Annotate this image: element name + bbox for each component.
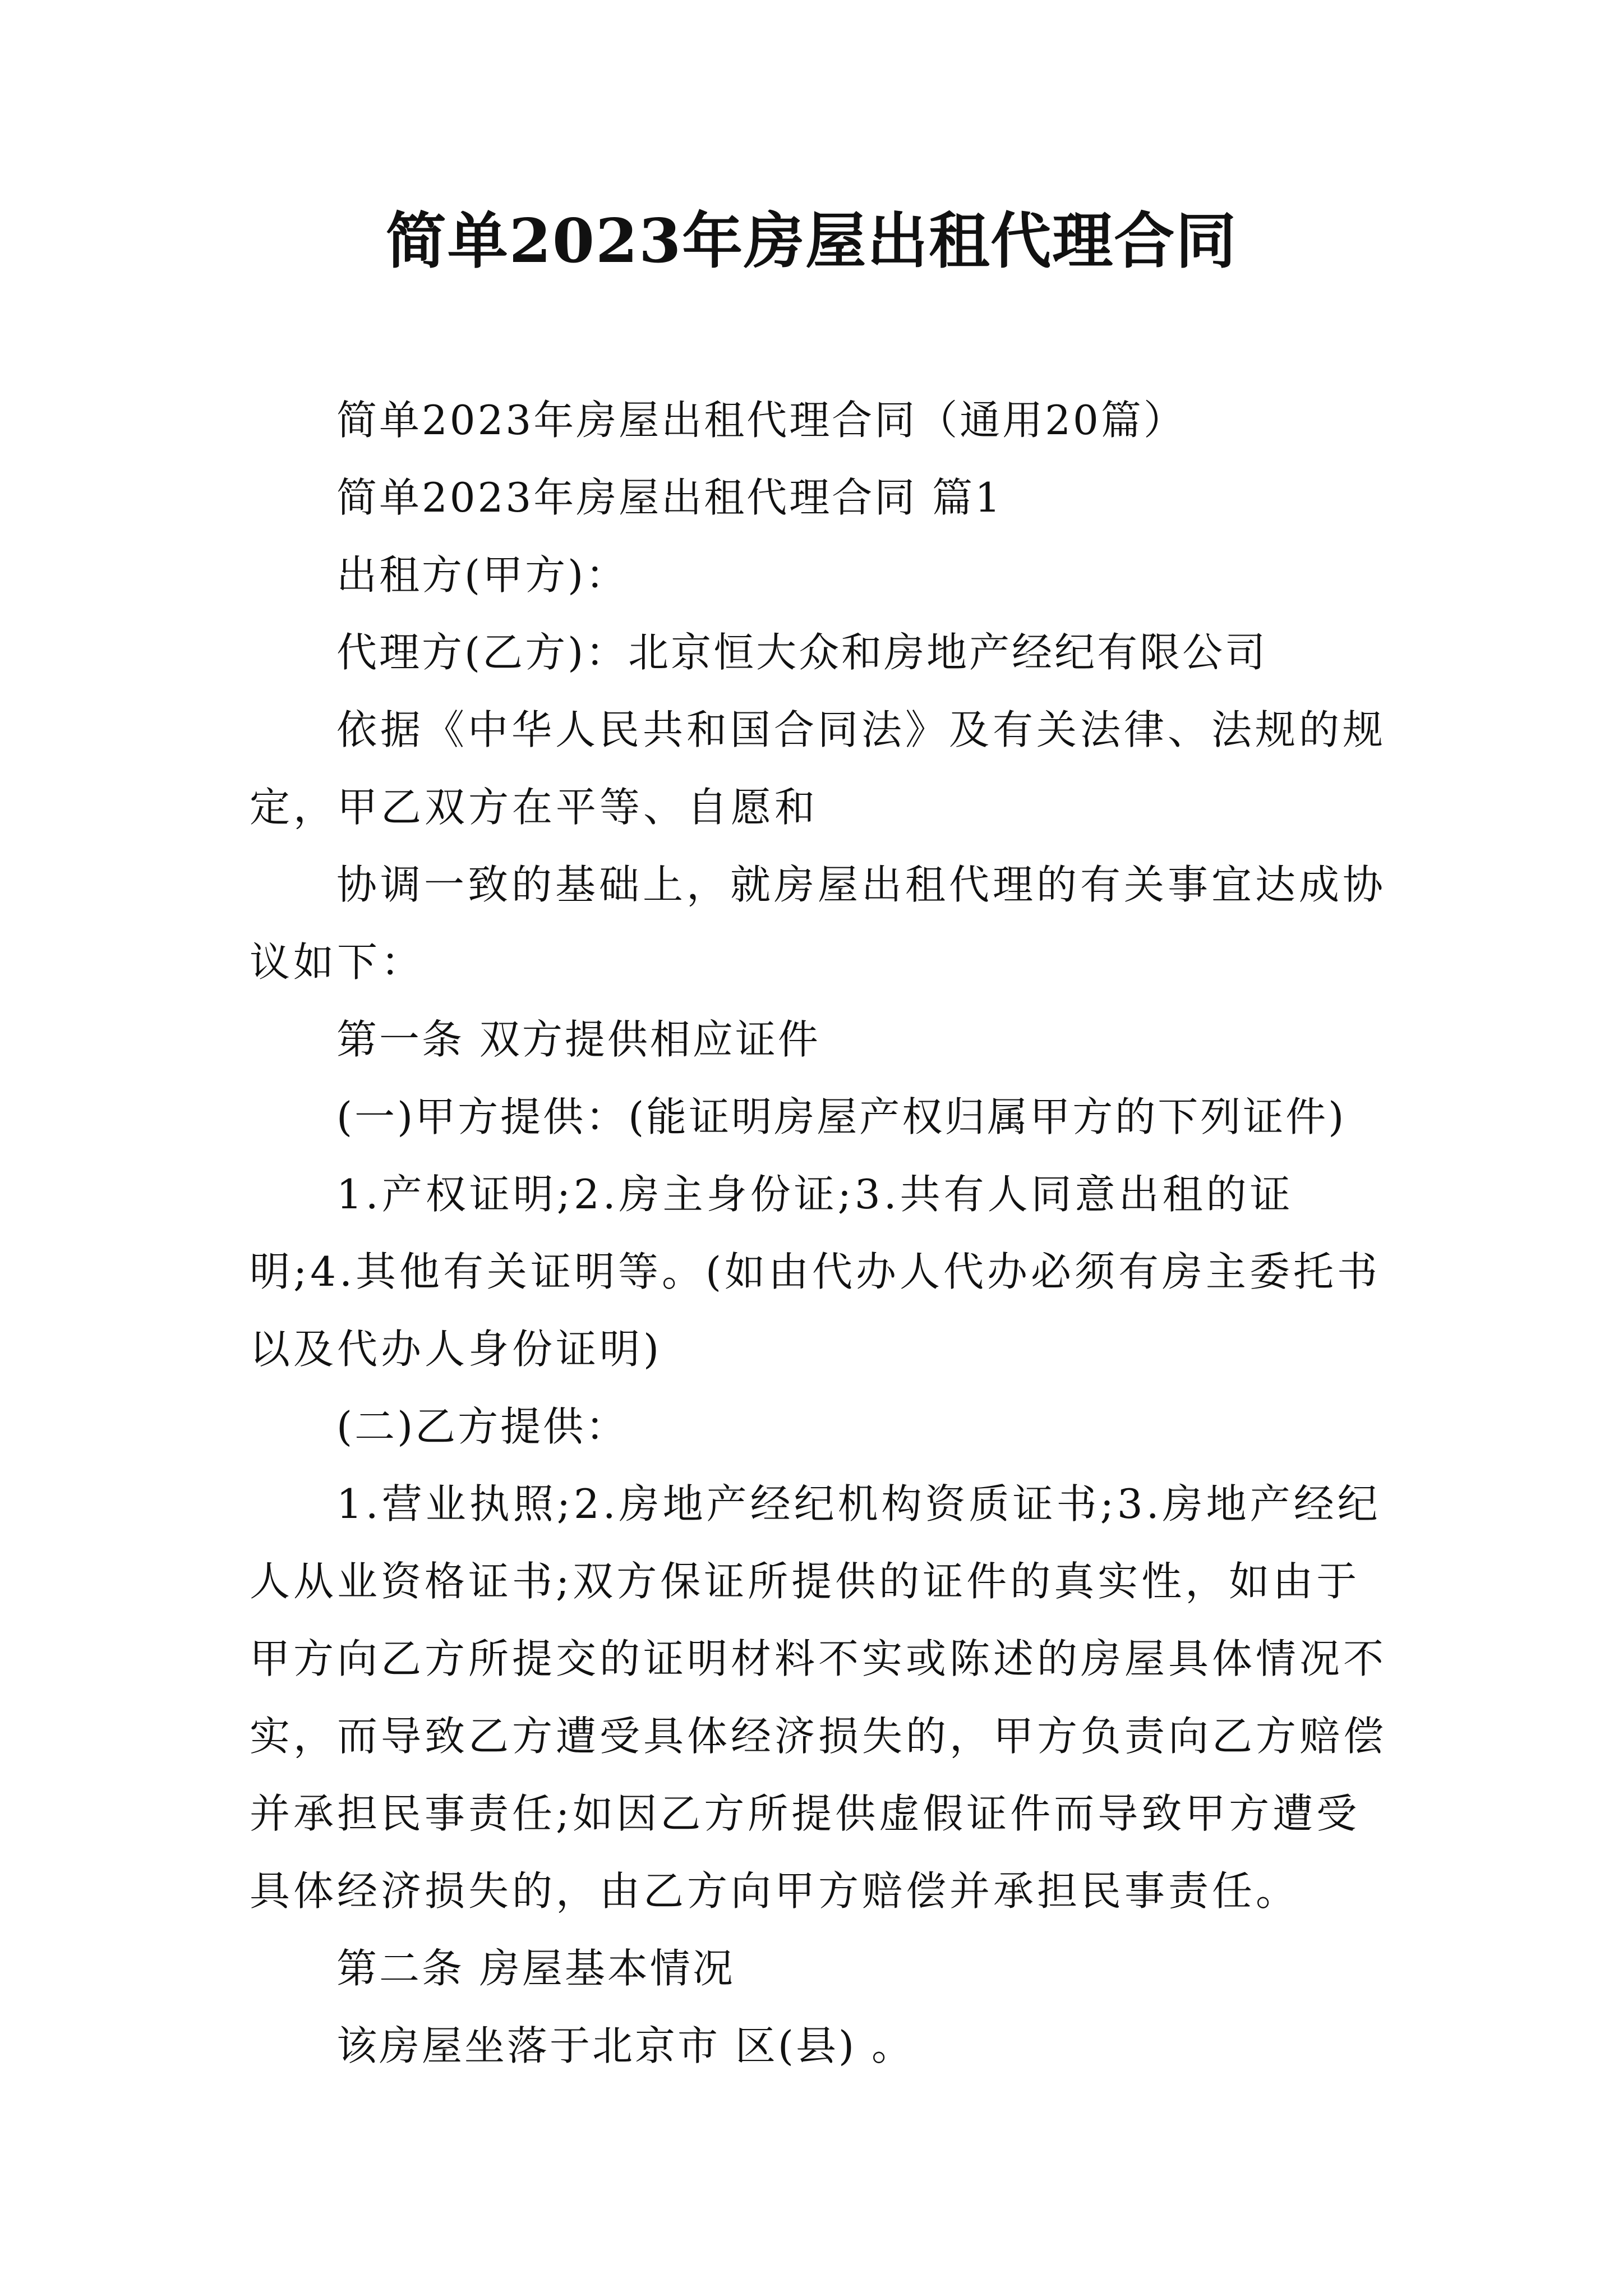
location-paragraph: 该房屋坐落于北京市 区(县) 。 bbox=[336, 2022, 914, 2069]
lessor-line: 出租方(甲方)： bbox=[336, 551, 629, 599]
clause-paragraph: 1.营业执照;2.房地产经纪机构资质证书;3.房地产经纪人从业资格证书;双方保证所提供的证件的真实性，如由于甲方向乙方所提交的证明材料不实或陈述的房屋具体情况不实，而导致乙方遭受具体经济损失的，甲方负责向乙方赔偿并承担民事责任;如因乙方所提供虚假证件而导致甲方遭受具体经济损失的，由乙方向甲方赔偿并承担民事责任。 bbox=[250, 1480, 1387, 1915]
agreement-paragraph: 协调一致的基础上，就房屋出租代理的有关事宜达成协议如下： bbox=[250, 861, 1387, 986]
clause-heading: (一)甲方提供：(能证明房屋产权归属甲方的下列证件) bbox=[336, 1093, 1347, 1140]
section-heading: 简单2023年房屋出租代理合同 篇1 bbox=[336, 474, 1003, 521]
document-body bbox=[250, 381, 1391, 2085]
clause-paragraph: 1.产权证明;2.房主身份证;3.共有人同意出租的证明;4.其他有关证明等。(如由代办人代办必须有房主委托书以及代办人身份证明) bbox=[250, 1171, 1381, 1373]
agent-line: 代理方(乙方)：北京恒大众和房地产经纪有限公司 bbox=[336, 629, 1268, 676]
clause-heading: (二)乙方提供： bbox=[336, 1403, 629, 1450]
subtitle-paragraph: 简单2023年房屋出租代理合同（通用20篇） bbox=[336, 397, 1186, 444]
article-heading: 第二条 房屋基本情况 bbox=[336, 1945, 735, 1992]
document-title: 简单2023年房屋出租代理合同 bbox=[385, 206, 1238, 277]
article-heading: 第一条 双方提供相应证件 bbox=[336, 1016, 820, 1063]
basis-paragraph: 依据《中华人民共和国合同法》及有关法律、法规的规定，甲乙双方在平等、自愿和 bbox=[250, 706, 1387, 831]
